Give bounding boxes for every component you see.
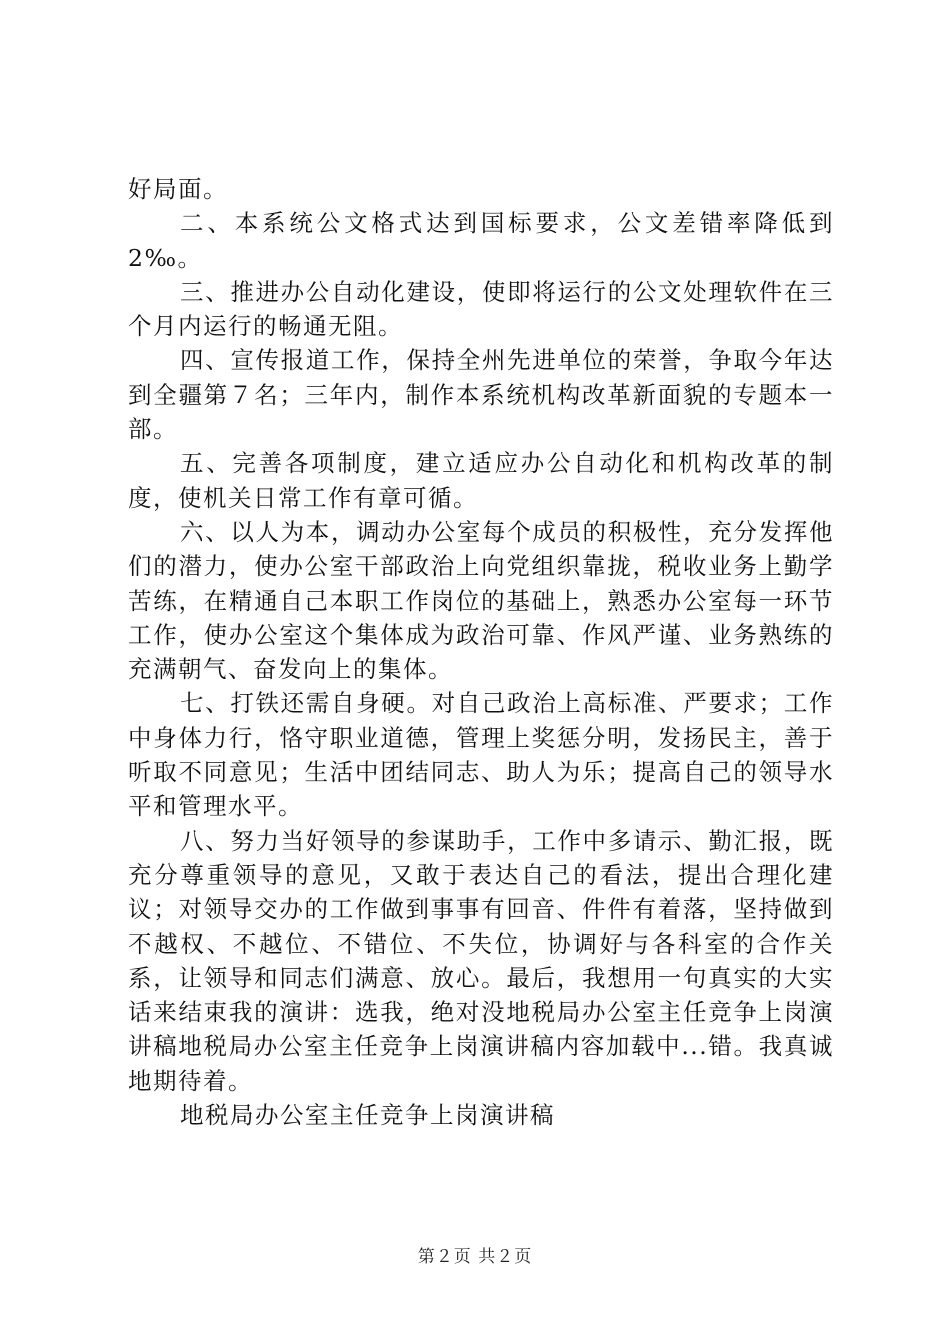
document-body — [128, 172, 834, 1132]
paragraph-item-7: 七、打铁还需自身硬。对自己政治上高标准、严要求；工作中身体力行，恪守职业道德，管理上奖惩分明，发扬民主，善于听取不同意见；生活中团结同志、助人为乐；提高自己的领导水平和管理水平。 — [128, 689, 834, 821]
paragraph-item-6: 六、以人为本，调动办公室每个成员的积极性，充分发挥他们的潜力，使办公室干部政治上向党组织靠拢，税收业务上勤学苦练，在精通自己本职工作岗位的基础上，熟悉办公室每一环节工作，使办公室这个集体成为政治可靠、作风严谨、业务熟练的充满朝气、奋发向上的集体。 — [128, 517, 834, 684]
paragraph-item-5: 五、完善各项制度，建立适应办公自动化和机构改革的制度，使机关日常工作有章可循。 — [128, 449, 834, 512]
closing-title: 地税局办公室主任竞争上岗演讲稿 — [180, 1101, 555, 1130]
paragraph-item-3: 三、推进办公自动化建设，使即将运行的公文处理软件在三个月内运行的畅通无阻。 — [128, 277, 834, 341]
page-footer: 第２页 共２页 — [417, 1247, 533, 1267]
paragraph-item-8: 八、努力当好领导的参谋助手，工作中多请示、勤汇报，既充分尊重领导的意见，又敢于表达自己的看法，提出合理化建议；对领导交办的工作做到事事有回音、件件有着落，坚持做到不越权、不越位、不错位、不失位，协调好与各科室的合作关系，让领导和同志们满意、放心。最后，我想用一句真实的大实话来结束我的演讲：选我，绝对没地税局办公室主任竞争上岗演讲稿地税局办公室主任竞争上岗演讲稿内容加载中...错。我真诚地期待着。 — [128, 826, 834, 1095]
paragraph-item-4: 四、宣传报道工作，保持全州先进单位的荣誉，争取今年达到全疆第７名；三年内，制作本系统机构改革新面貌的专题本一部。 — [128, 346, 834, 444]
paragraph-intro: 好局面。 — [128, 175, 228, 203]
paragraph-item-2: 二、本系统公文格式达到国标要求，公文差错率降低到2‰。 — [128, 209, 834, 272]
